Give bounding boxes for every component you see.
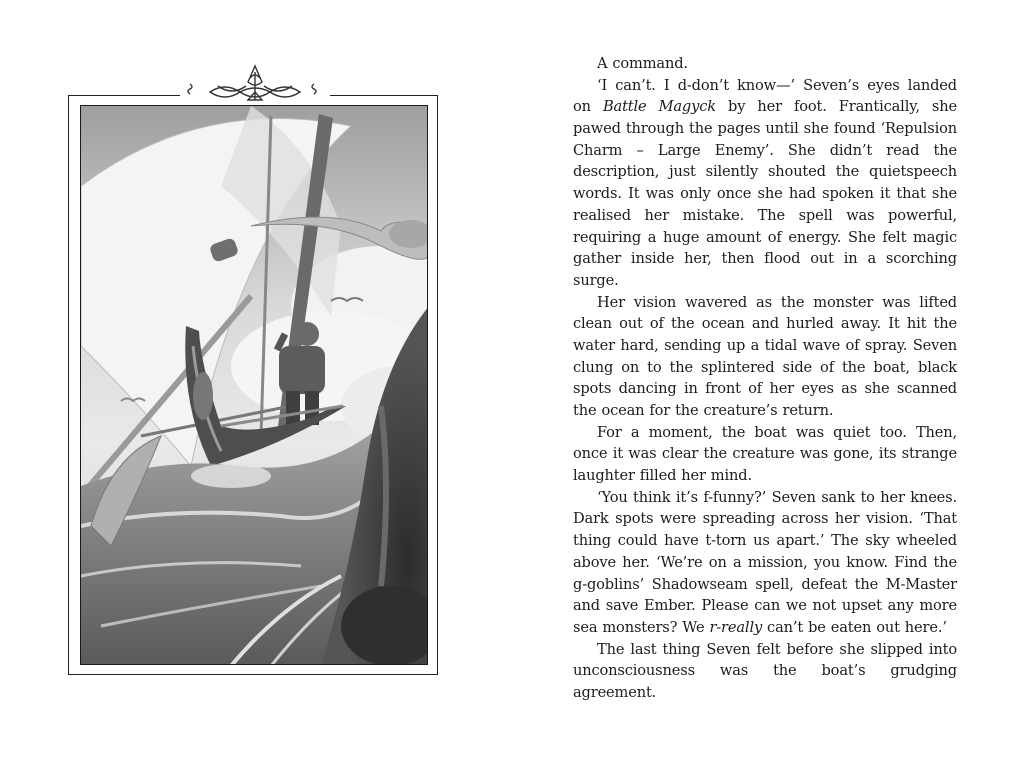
boat-scene-illustration bbox=[81, 106, 428, 665]
celtic-knot-ornament-icon bbox=[180, 62, 330, 106]
right-page bbox=[510, 0, 1020, 783]
emphasis-italic: r-really bbox=[709, 618, 763, 636]
text-run: by her foot. Frantically, she pawed through the pages until she found ‘Repulsion Charm – Large Enemy’. She didn’t read the description, just silently shouted the quietspeech words. It was only once she had spoken it that she realised her mistake. The spell was powerful, requiring a huge amount of energy. She felt magic gather inside her, then flood out in a scorching surge. bbox=[573, 98, 957, 289]
paragraph: Her vision wavered as the monster was lifted clean out of the ocean and hurled away. It hit the water hard, sending up a tidal wave of spray. Seven clung on to the splintered side of the boat, black spots dancing in front of her eyes as she scanned the ocean for the creature’s return. bbox=[573, 293, 957, 419]
text-run: can’t be eaten out here.’ bbox=[762, 618, 947, 636]
text-run: ‘You think it’s f-funny?’ Seven sank to her knees. Dark spots were spreading across her vision. ‘That thing could have t-torn us apart.’ The sky wheeled above her. ‘We’re on a mission, you know. Find the g-goblins’ Shadowseam spell, defeat the M-Master and save Ember. Please can we not upset any more sea monsters? We bbox=[573, 488, 957, 636]
paragraph: The last thing Seven felt before she slipped into unconsciousness was the boat’s grudging agreement. bbox=[573, 640, 957, 701]
paragraph bbox=[573, 75, 957, 292]
illustration bbox=[80, 105, 428, 665]
body-text bbox=[573, 53, 957, 704]
paragraph: A command. bbox=[597, 55, 688, 72]
paragraph: For a moment, the boat was quiet too. Then, once it was clear the creature was gone, its strange laughter filled her mind. bbox=[573, 423, 957, 485]
text-run: ‘I can’t. I d-don’t know—’ Seven’s eyes landed on bbox=[573, 76, 957, 116]
book-title-italic: Battle Magyck bbox=[602, 98, 716, 116]
paragraph bbox=[573, 487, 957, 639]
